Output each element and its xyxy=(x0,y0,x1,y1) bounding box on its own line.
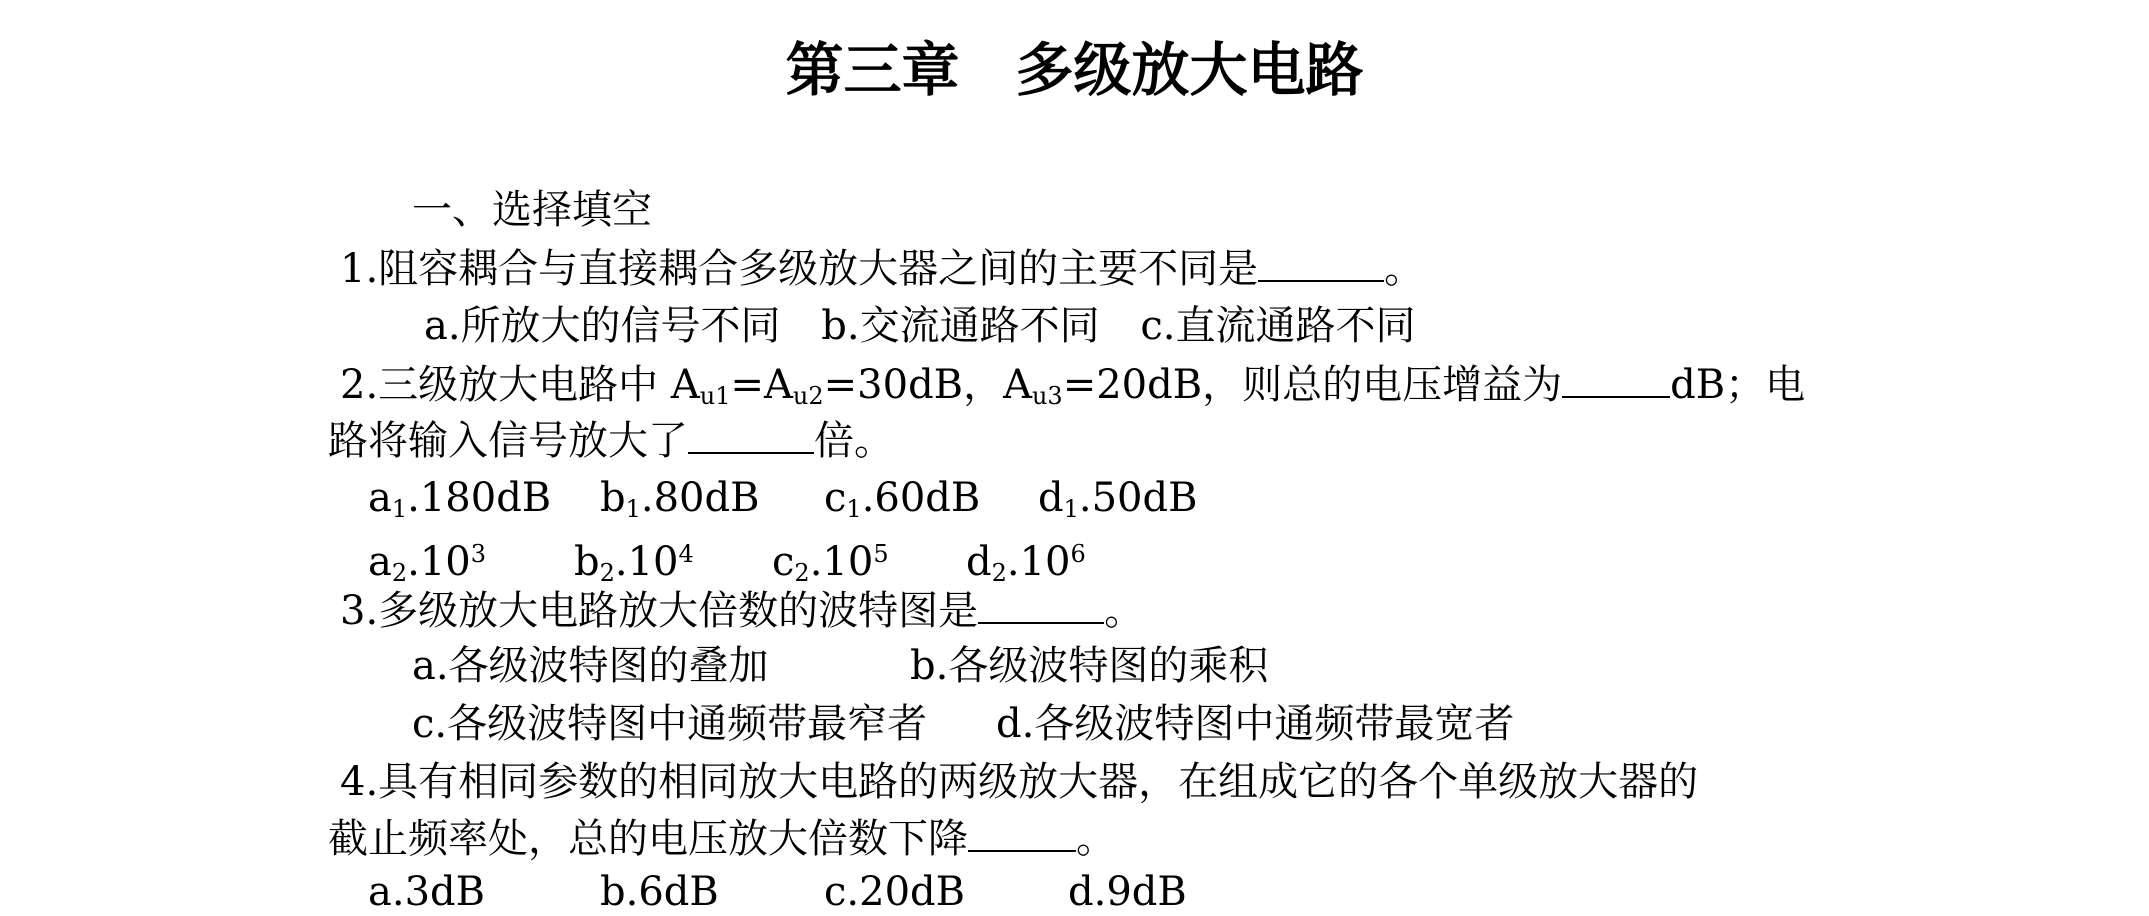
option-d: $d_2.10^6$ xyxy=(966,539,1086,588)
option-a: a.3dB xyxy=(368,869,486,915)
option-b: b.交流通路不同 xyxy=(821,303,1100,349)
question-1-end: 。 xyxy=(1384,246,1425,292)
option-a: a.各级波特图的叠加 xyxy=(412,643,769,689)
option-b: $b_2.10^4$ xyxy=(574,539,694,588)
gain-symbol: A xyxy=(764,362,793,408)
option-c: $c_2.10^5$ xyxy=(772,539,889,588)
unit-text: dB；电 xyxy=(1670,362,1806,408)
gain-symbol: A xyxy=(670,362,700,408)
question-3-options-row1 xyxy=(412,642,1268,690)
option-d: d.各级波特图中通频带最宽者 xyxy=(996,701,1515,747)
question-3-text: 3.多级放大电路放大倍数的波特图是 xyxy=(340,588,979,634)
question-3-options-row2 xyxy=(412,700,1514,748)
question-3 xyxy=(340,586,1144,635)
question-2-options-a xyxy=(368,474,1198,533)
option-a: $a_2.10^3$ xyxy=(368,539,487,588)
subscript: u1 xyxy=(699,382,731,410)
answer-blank xyxy=(978,586,1104,624)
question-3-end: 。 xyxy=(1104,588,1145,634)
section-heading: 一、选择填空 xyxy=(412,187,652,233)
option-a: $a_1.180dB$ xyxy=(368,475,552,523)
option-c: c.各级波特图中通频带最窄者 xyxy=(412,701,928,747)
question-2-line2 xyxy=(328,416,894,465)
gain-symbol: A xyxy=(1003,362,1032,408)
page-title xyxy=(0,36,2149,104)
question-4-end: 。 xyxy=(1076,816,1116,862)
answer-blank xyxy=(1258,244,1384,282)
question-1-options xyxy=(424,302,1415,350)
subscript: u3 xyxy=(1031,382,1063,410)
option-c: $c_1.60dB$ xyxy=(824,475,981,523)
question-2-end: 倍。 xyxy=(814,418,894,464)
question-1 xyxy=(340,244,1424,293)
answer-blank xyxy=(1562,360,1670,398)
question-2-text: 2.三级放大电路中 xyxy=(340,362,671,408)
question-4-text-2: 截止频率处，总的电压放大倍数下降 xyxy=(328,816,968,862)
question-2 xyxy=(340,360,1805,420)
question-1-text: 1.阻容耦合与直接耦合多级放大器之间的主要不同是 xyxy=(340,246,1259,292)
gain-value: =30dB， xyxy=(823,362,1004,408)
question-4-line2 xyxy=(328,814,1116,863)
answer-blank xyxy=(968,814,1076,852)
answer-blank xyxy=(688,416,814,454)
equals: = xyxy=(730,362,765,408)
gain-value: =20dB，则总的电压增益为 xyxy=(1062,362,1563,408)
chapter-name: 多级放大电路 xyxy=(1015,36,1364,104)
option-b: b.6dB xyxy=(600,869,719,915)
option-c: c.20dB xyxy=(824,869,966,915)
chapter-number: 第三章 xyxy=(785,36,960,104)
subscript: u2 xyxy=(792,382,824,410)
option-a: a.所放大的信号不同 xyxy=(424,303,781,349)
option-d: d.9dB xyxy=(1068,869,1187,915)
question-4-options xyxy=(368,868,1187,916)
question-4: 4.具有相同参数的相同放大电路的两级放大器，在组成它的各个单级放大器的 xyxy=(340,759,1699,805)
option-c: c.直流通路不同 xyxy=(1140,303,1416,349)
option-b: $b_1.80dB$ xyxy=(600,475,760,523)
option-b: b.各级波特图的乘积 xyxy=(910,643,1269,689)
option-d: $d_1.50dB$ xyxy=(1038,475,1198,523)
question-2-text-2: 路将输入信号放大了 xyxy=(328,418,688,464)
